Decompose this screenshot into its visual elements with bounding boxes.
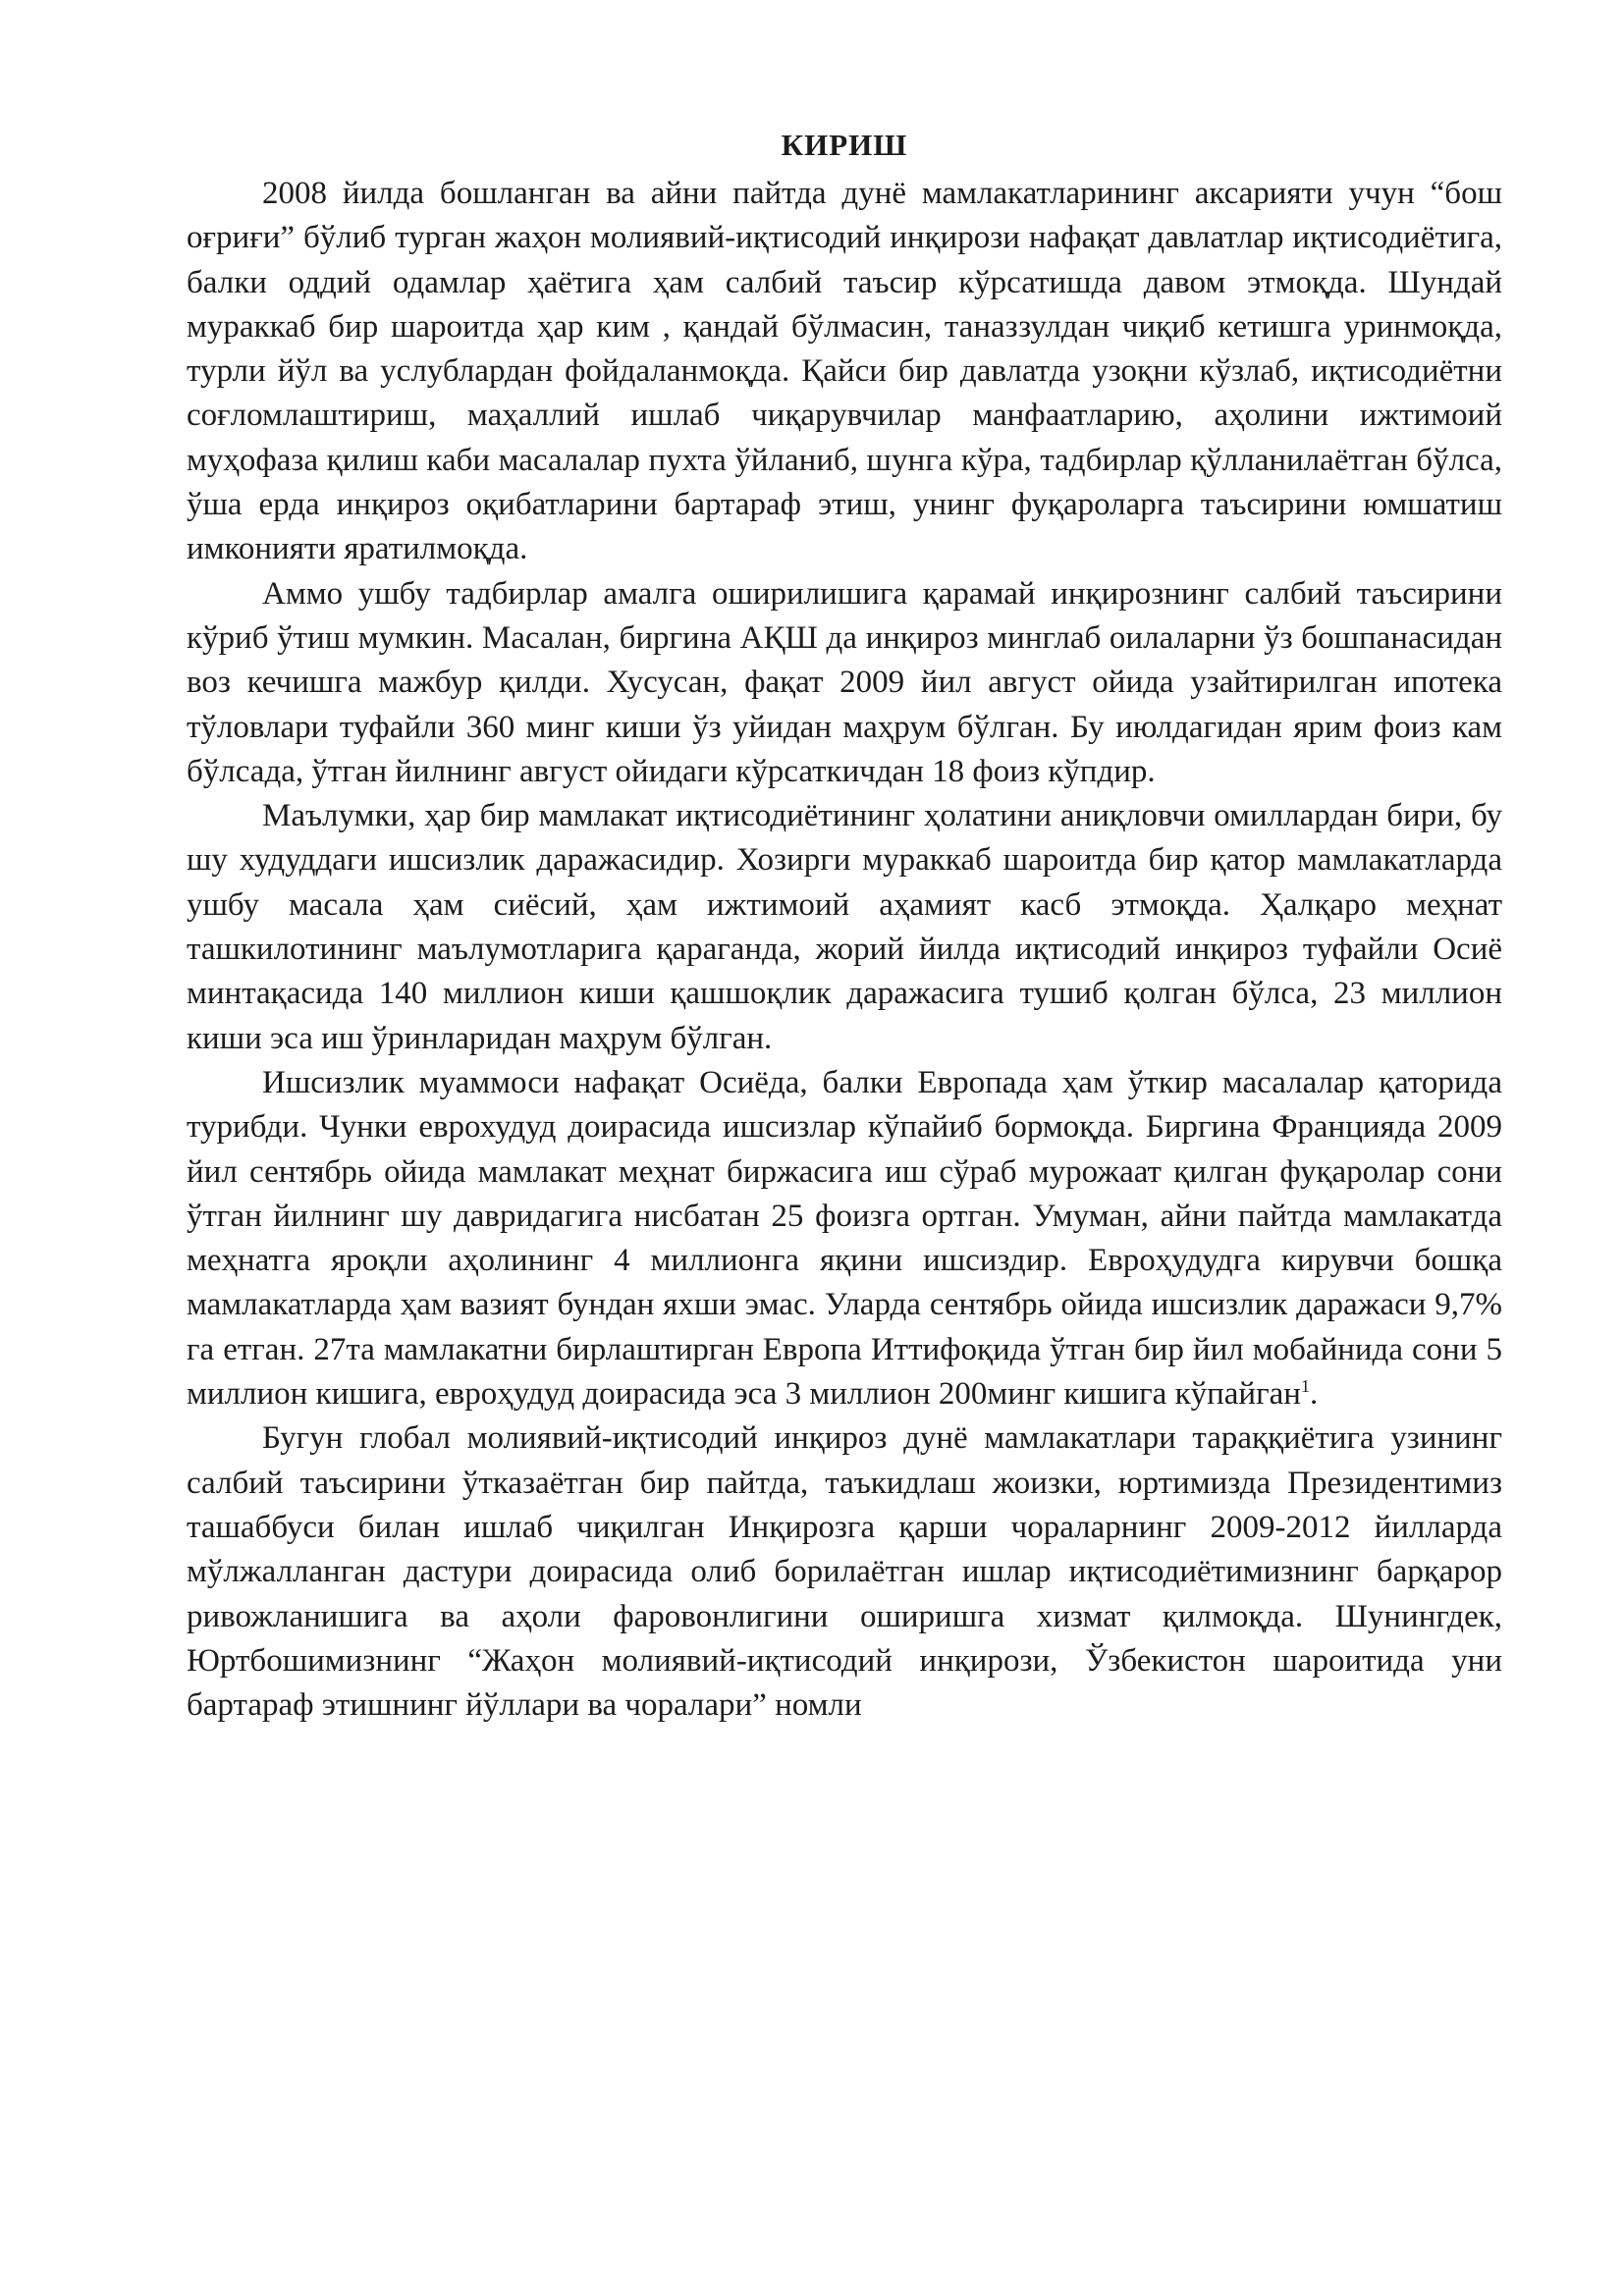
paragraph-4-end: . (1309, 1376, 1319, 1413)
paragraph-3: Маълумки, ҳар бир мамлакат иқтисодиётининг ҳолатини аниқловчи омиллардан бири, бу шу худуддаги ишсизлик даражасидир. Хозирги мураккаб шароитда бир қатор мамлакатларда ушбу масала ҳам сиёсий, ҳам ижтимоий аҳамият касб этмоқда. Ҳалқаро меҳнат ташкилотининг маълумотларига қараганда, жорий йилда иқтисодий инқироз туфайли Осиё минтақасида 140 миллион киши қашшоқлик даражасига тушиб қолган бўлса, 23 миллион киши эса иш ўринларидан маҳрум бўлган. (187, 798, 1502, 1056)
paragraph-2: Аммо ушбу тадбирлар амалга оширилишига қарамай инқирознинг салбий таъсирини кўриб ўтиш мумкин. Масалан, биргина АҚШ да инқироз минглаб оилаларни ўз бошпанасидан воз кечишга мажбур қилди. Хусусан, фақат 2009 йил август ойида узайтирилган ипотека тўловлари туфайли 360 минг киши ўз уйидан маҳрум бўлган. Бу июлдагидан ярим фоиз кам бўлсада, ўтган йилнинг август ойидаги кўрсаткичдан 18 фоиз кўпдир. (187, 575, 1502, 789)
paragraph-1: 2008 йилда бошланган ва айни пайтда дунё мамлакатларининг аксарияти учун “бош оғриғи” бўлиб турган жаҳон молиявий-иқтисодий инқирози нафақат давлатлар иқтисодиётига, балки оддий одамлар ҳаётига ҳам салбий таъсир кўрсатишда давом этмоқда. Шундай мураккаб бир шароитда ҳар ким , қандай бўлмасин, таназзулдан чиқиб кетишга уринмоқда, турли йўл ва услублардан фойдаланмоқда. Қайси бир давлатда узоқни кўзлаб, иқтисодиётни соғломлаштириш, маҳаллий ишлаб чиқарувчилар манфаатларию, аҳолини ижтимоий муҳофаза қилиш каби масалалар пухта ўйланиб, шунга кўра, тадбирлар қўлланилаётган бўлса, ўша ерда инқироз оқибатларини бартараф этиш, унинг фуқароларга таъсирини юмшатиш имконияти яратилмоқда. (187, 176, 1502, 567)
page-title: КИРИШ (781, 128, 908, 162)
paragraph-4 (187, 1061, 1502, 1416)
paragraph-4-text: Ишсизлик муаммоси нафақат Осиёда, балки Европада ҳам ўткир масалалар қаторида турибди. Чунки еврохудуд доирасида ишсизлар кўпайиб бормоқда. Биргина Францияда 2009 йил сентябрь ойида мамлакат меҳнат биржасига иш сўраб мурожаат қилган фуқаролар сони ўтган йилнинг шу давридагига нисбатан 25 фоизга ортган. Умуман, айни пайтда мамлакатда меҳнатга яроқли аҳолининг 4 миллионга яқини ишсиздир. Евроҳудудга кирувчи бошқа мамлакатларда ҳам вазият бундан яхши эмас. Уларда сентябрь ойида ишсизлик даражаси 9,7% га етган. 27та мамлакатни бирлаштирган Европа Иттифоқида ўтган бир йил мобайнида сони 5 миллион кишига, евроҳудуд доирасида эса 3 миллион 200минг кишига кўпайган (187, 1064, 1502, 1413)
document-body (187, 123, 1502, 1728)
paragraph-5: Бугун глобал молиявий-иқтисодий инқироз дунё мамлакатлари тараққиётига узининг салбий таъсирини ўтказаётган бир пайтда, таъкидлаш жоизки, юртимизда Президентимиз ташаббуси билан ишлаб чиқилган Инқирозга қарши чораларнинг 2009-2012 йилларда мўлжалланган дастури доирасида олиб борилаётган ишлар иқтисодиётимизнинг барқарор ривожланишига ва аҳоли фаровонлигини оширишга хизмат қилмоқда. Шунингдек, Юртбошимизнинг “Жаҳон молиявий-иқтисодий инқирози, Ўзбекистон шароитида уни бартараф этишнинг йўллари ва чоралари” номли (187, 1420, 1502, 1724)
footnote-reference[interactable]: 1 (1300, 1376, 1310, 1397)
